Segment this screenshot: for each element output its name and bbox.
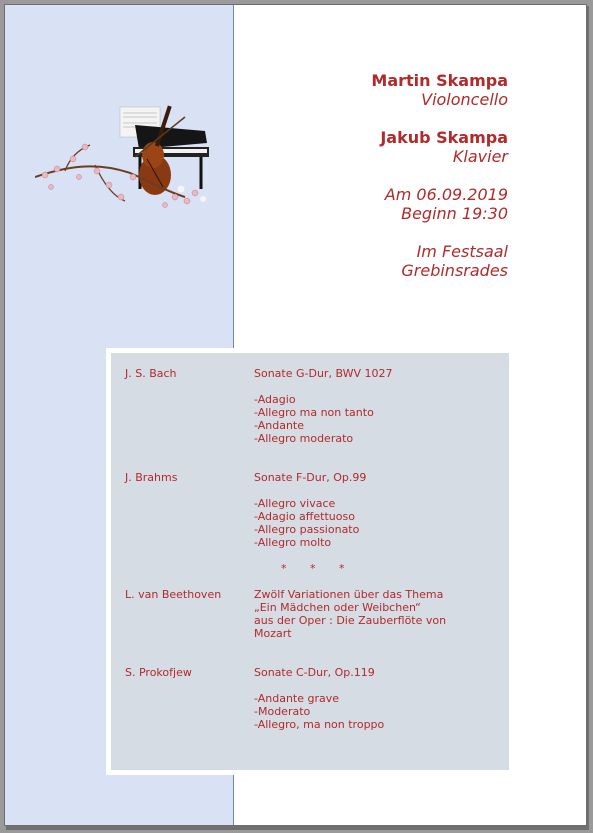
- document-page: [4, 4, 587, 826]
- program-box: [106, 348, 514, 775]
- movement: -Andante: [254, 419, 304, 432]
- work-title-line: Zwölf Variationen über das Thema: [254, 588, 444, 601]
- work-title: Sonate G-Dur, BWV 1027: [254, 367, 393, 380]
- intermission-marker: * * *: [281, 562, 345, 575]
- movement: -Allegro vivace: [254, 497, 336, 510]
- composer: S. Prokofjew: [125, 666, 192, 679]
- venue-line-1: Im Festsaal: [416, 242, 508, 261]
- program-item: [125, 588, 497, 640]
- program-item: [125, 471, 497, 549]
- cello-piano-blossom-icon: [35, 97, 213, 217]
- performer-2-instrument: Klavier: [452, 147, 508, 166]
- movement: -Allegro moderato: [254, 432, 354, 445]
- composer: J. Brahms: [125, 471, 178, 484]
- movement: -Moderato: [254, 705, 311, 718]
- work-title: Sonate F-Dur, Op.99: [254, 471, 367, 484]
- movement: -Allegro ma non tanto: [254, 406, 374, 419]
- program-item: [125, 367, 497, 445]
- performer-1-name: Martin Skampa: [371, 71, 508, 90]
- venue-line-2: Grebinsrades: [401, 261, 508, 280]
- composer: J. S. Bach: [125, 367, 177, 380]
- concert-time: Beginn 19:30: [401, 204, 508, 223]
- movement: -Adagio affettuoso: [254, 510, 355, 523]
- movement: -Adagio: [254, 393, 296, 406]
- work-title-line: „Ein Mädchen oder Weibchen“: [254, 601, 421, 614]
- movement: -Allegro molto: [254, 536, 332, 549]
- movement: -Allegro passionato: [254, 523, 360, 536]
- work-title-line: aus der Oper : Die Zauberflöte von: [254, 614, 447, 627]
- performer-1-instrument: Violoncello: [421, 90, 508, 109]
- program-item: [125, 666, 497, 731]
- movement: -Allegro, ma non troppo: [254, 718, 385, 731]
- performer-2-name: Jakub Skampa: [380, 128, 508, 147]
- composer: L. van Beethoven: [125, 588, 222, 601]
- concert-header: [268, 71, 508, 280]
- movement: -Andante grave: [254, 692, 340, 705]
- work-title: Sonate C-Dur, Op.119: [254, 666, 375, 679]
- concert-date: Am 06.09.2019: [384, 185, 508, 204]
- work-title-line: Mozart: [254, 627, 292, 640]
